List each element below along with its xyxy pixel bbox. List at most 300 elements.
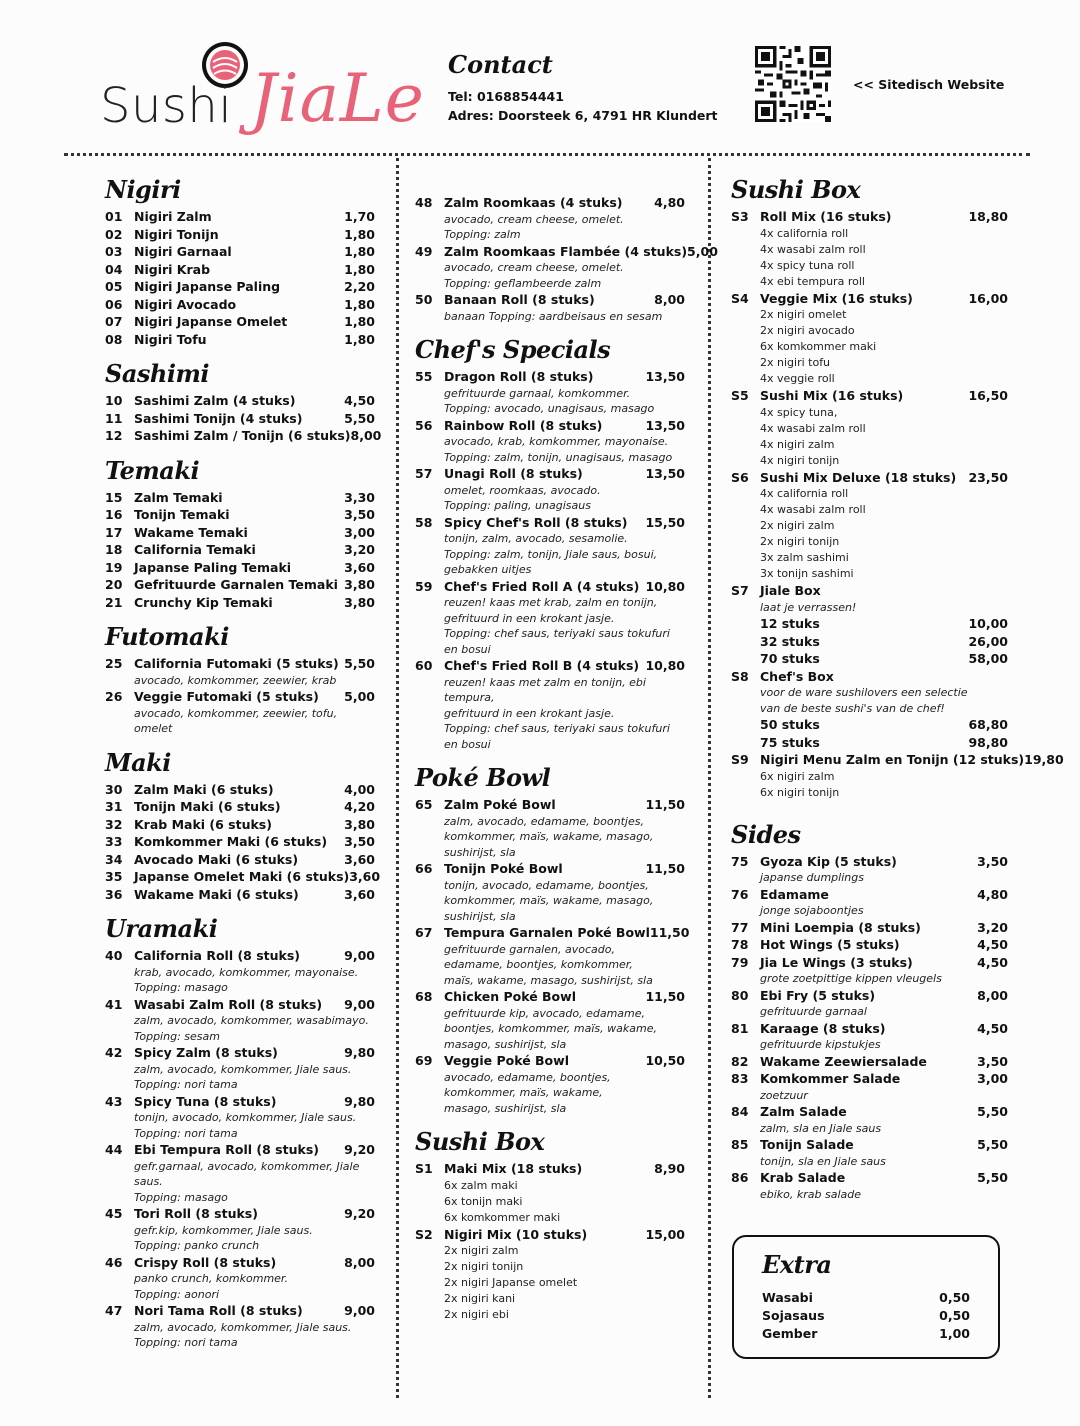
extra-item [762, 1307, 970, 1325]
item-name: Tonijn Maki (6 stuks) [134, 799, 281, 814]
item-price: 11,50 [645, 797, 685, 812]
item-description: edamame, boontjes, komkommer, [444, 958, 633, 971]
item-description: komkommer, maïs, wakame, masago, [444, 894, 654, 907]
item-name: Zalm Maki (6 stuks) [134, 781, 274, 797]
item-name: Unagi Roll (8 stuks) [444, 466, 583, 481]
menu-item [105, 541, 375, 559]
item-name: Wakame Zeewiersalade [760, 1053, 927, 1069]
item-number: 44 [105, 1142, 123, 1157]
size-label: 12 stuks [760, 616, 820, 631]
item-price: 3,20 [344, 542, 375, 557]
item-name: Sashimi Zalm (4 stuks) [134, 393, 296, 408]
item-name: Krab Maki (6 stuks) [134, 816, 272, 832]
item-price: 3,50 [344, 834, 375, 849]
item-description: en bosui [444, 737, 491, 751]
menu-item [105, 392, 375, 410]
category-title-sides: Sides [731, 819, 801, 849]
item-description: komkommer, maïs, wakame, [444, 1086, 603, 1099]
item-number: 60 [415, 658, 433, 673]
menu-item [731, 1169, 1008, 1187]
item-name: Crunchy Kip Temaki [134, 594, 273, 610]
item-number: 84 [731, 1104, 749, 1119]
menu-item [415, 243, 718, 261]
size-price: 98,80 [968, 734, 1008, 750]
item-description: gefrituurd in een krokant jasje. [444, 611, 615, 625]
item-price: 1,80 [344, 226, 375, 242]
item-price: 15,00 [645, 1226, 685, 1242]
item-description: tonijn, avocado, komkommer, Jiale saus. [134, 1111, 357, 1124]
menu-item [415, 1052, 685, 1070]
item-contents: 2x nigiri zalm [760, 519, 835, 532]
item-number: 16 [105, 507, 123, 522]
size-price: 10,00 [968, 616, 1008, 631]
item-description: Topping: nori tama [134, 1336, 238, 1349]
item-description: banaan Topping: aardbeisaus en sesam [444, 309, 663, 323]
item-price: 3,80 [344, 577, 375, 592]
item-description: zalm, avocado, edamame, boontjes, [444, 814, 644, 828]
item-description: avocado, cream cheese, omelet. [444, 212, 624, 226]
item-description: reuzen! kaas met krab, zalm en tonijn, [444, 596, 658, 609]
menu-category [105, 453, 375, 612]
item-contents: 4x ebi tempura roll [760, 274, 865, 288]
category-title-futomaki: Futomaki [105, 622, 229, 651]
qr-code-icon[interactable] [755, 46, 831, 122]
item-name: Wakame Maki (6 stuks) [134, 886, 299, 902]
item-contents: 2x nigiri avocado [760, 324, 855, 337]
item-name: Gyoza Kip (5 stuks) [760, 853, 897, 869]
menu-item [105, 1044, 375, 1062]
size-option [760, 615, 1008, 633]
contact-tel: Tel: 0168854441 [448, 89, 564, 104]
category-title-maki: Maki [105, 747, 171, 777]
item-name: Sushi Mix (16 stuks) [760, 388, 904, 403]
item-price: 4,50 [344, 393, 375, 408]
item-description: boontjes, komkommer, maïs, wakame, [444, 1022, 657, 1035]
item-number: 78 [731, 937, 749, 952]
menu-column-3 [731, 168, 1064, 1210]
item-description: komkommer, maïs, wakame, masago, [444, 830, 654, 843]
item-price: 3,30 [344, 489, 375, 505]
item-description: krab, avocado, komkommer, mayonaise. [134, 965, 359, 979]
item-number: S6 [731, 469, 749, 485]
menu-item [105, 996, 375, 1014]
menu-item [105, 798, 375, 816]
item-price: 13,50 [645, 466, 685, 481]
item-price: 1,70 [344, 209, 375, 224]
item-description: maïs, wakame, masago, sushirijst, sla [444, 973, 653, 987]
item-number: S7 [731, 583, 749, 598]
menu-item [731, 582, 1008, 600]
item-description: Topping: zalm [444, 228, 521, 241]
item-price: 4,50 [977, 1020, 1008, 1036]
header [0, 0, 1080, 150]
item-number: 57 [415, 466, 433, 481]
menu-column-1 [105, 168, 382, 1359]
item-name: Chicken Poké Bowl [444, 989, 576, 1004]
menu-item [105, 851, 375, 869]
menu-item [105, 886, 375, 904]
item-description: sushirijst, sla [444, 845, 516, 859]
item-number: 30 [105, 781, 123, 797]
item-price: 4,50 [977, 954, 1008, 970]
item-description: en bosui [444, 642, 491, 656]
item-description: Topping: masago [134, 1190, 228, 1204]
item-number: 46 [105, 1254, 123, 1270]
item-number: 58 [415, 514, 433, 530]
item-number: S1 [415, 1161, 433, 1176]
item-description: jonge sojaboontjes [760, 904, 864, 917]
item-price: 9,00 [344, 948, 375, 963]
item-price: 16,00 [968, 290, 1008, 306]
menu-item [105, 331, 375, 349]
item-price: 3,20 [977, 919, 1008, 935]
item-name: Komkommer Salade [760, 1071, 901, 1086]
size-label: 70 stuks [760, 651, 820, 666]
item-number: 20 [105, 577, 123, 592]
menu-item [415, 578, 685, 596]
item-description: ebiko, krab salade [760, 1187, 862, 1201]
item-contents: 3x zalm sashimi [760, 551, 849, 564]
item-price: 8,00 [350, 428, 382, 443]
menu-item [105, 781, 375, 799]
item-name: Sojasaus [762, 1308, 825, 1323]
menu-item [415, 514, 685, 532]
item-name: Chef's Fried Roll B (4 stuks) [444, 658, 640, 673]
item-name: Chef's Box [760, 668, 834, 684]
menu-category [415, 332, 685, 752]
menu-item [731, 1053, 1008, 1071]
item-price: 11,50 [649, 925, 690, 940]
item-number: 32 [105, 816, 123, 832]
item-name: Jia Le Wings (3 stuks) [760, 954, 913, 970]
item-description: avocado, komkommer, zeewier, krab [134, 673, 337, 687]
menu-item [731, 751, 1064, 769]
item-price: 5,00 [687, 243, 718, 259]
menu-item [105, 833, 375, 851]
item-price: 2,20 [344, 279, 375, 294]
item-number: S8 [731, 668, 749, 684]
item-name: Krab Salade [760, 1170, 846, 1185]
item-description: Topping: geflambeerde zalm [444, 276, 602, 290]
item-price: 9,00 [344, 1303, 375, 1318]
item-description: gefrituurde kipstukjes [760, 1038, 881, 1051]
menu-item [731, 469, 1008, 487]
menu-category [105, 356, 382, 445]
item-price: 1,00 [939, 1326, 970, 1341]
logo-sushi-text: Sushi [100, 78, 233, 134]
item-description: zalm, avocado, komkommer, wasabimayo. [134, 1014, 369, 1027]
item-number: 66 [415, 861, 433, 876]
item-number: 75 [731, 853, 749, 869]
item-contents: 4x spicy tuna roll [760, 258, 855, 272]
item-name: Karaage (8 stuks) [760, 1020, 886, 1036]
item-name: Sashimi Zalm / Tonijn (6 stuks) [134, 428, 351, 443]
item-number: 33 [105, 834, 123, 849]
item-number: 03 [105, 244, 123, 259]
item-contents: 4x nigiri zalm [760, 437, 835, 451]
item-name: California Futomaki (5 stuks) [134, 656, 339, 671]
item-number: 48 [415, 195, 433, 210]
menu-column-2 [415, 168, 718, 1331]
item-contents: 3x tonijn sashimi [760, 567, 854, 580]
item-number: 19 [105, 559, 123, 575]
extra-box [732, 1235, 1000, 1359]
item-description: avocado, cream cheese, omelet. [444, 261, 624, 274]
item-number: 36 [105, 886, 123, 902]
size-price: 26,00 [968, 633, 1008, 649]
item-name: Ebi Tempura Roll (8 stuks) [134, 1142, 319, 1157]
menu-item [105, 576, 375, 594]
contact-address: Adres: Doorsteek 6, 4791 HR Klundert [448, 108, 718, 123]
item-price: 3,50 [344, 507, 375, 522]
item-contents: 4x wasabi zalm roll [760, 242, 866, 256]
item-name: Zalm Temaki [134, 489, 223, 505]
item-price: 10,50 [645, 1053, 685, 1068]
menu-item [105, 410, 375, 428]
item-name: Nigiri Mix (10 stuks) [444, 1226, 588, 1242]
size-option [760, 716, 1008, 734]
item-contents: 4x california roll [760, 226, 849, 240]
menu-item [105, 278, 375, 296]
item-description: zoetzuur [760, 1088, 808, 1102]
size-label: 50 stuks [760, 717, 820, 732]
menu-category [415, 1124, 685, 1323]
item-number: 06 [105, 296, 123, 312]
item-description: zalm, avocado, komkommer, Jiale saus. [134, 1062, 352, 1076]
item-price: 8,00 [654, 292, 685, 307]
item-contents: 2x nigiri tonijn [760, 535, 840, 548]
item-number: S4 [731, 290, 749, 306]
menu-category [105, 911, 375, 1351]
item-name: Gefrituurde Garnalen Temaki [134, 577, 338, 592]
item-number: 07 [105, 314, 123, 329]
item-price: 4,50 [977, 937, 1008, 952]
item-number: 79 [731, 954, 749, 970]
item-name: Nigiri Avocado [134, 296, 237, 312]
item-price: 19,80 [1024, 752, 1064, 767]
item-contents: 6x komkommer maki [760, 340, 877, 353]
menu-item [731, 668, 1008, 686]
item-number: 49 [415, 243, 433, 259]
item-price: 0,50 [939, 1308, 970, 1323]
item-description: gefrituurde garnalen, avocado, [444, 942, 615, 956]
item-contents: 2x nigiri tonijn [444, 1260, 524, 1273]
item-price: 13,50 [645, 417, 685, 433]
item-description: gefrituurde kip, avocado, edamame, [444, 1006, 646, 1020]
item-price: 3,80 [344, 816, 375, 832]
item-contents: 2x nigiri kani [444, 1292, 516, 1305]
item-number: 21 [105, 594, 123, 610]
item-description: Topping: chef saus, teriyaki saus tokufuri [444, 722, 670, 735]
item-price: 5,50 [344, 656, 375, 671]
item-price: 4,20 [344, 799, 375, 814]
item-contents: 4x nigiri tonijn [760, 453, 840, 467]
item-number: 59 [415, 578, 433, 594]
item-price: 10,80 [645, 578, 685, 594]
item-description: zalm, sla en Jiale saus [760, 1121, 882, 1135]
item-price: 5,00 [344, 689, 375, 704]
item-price: 5,50 [344, 410, 375, 426]
menu-category [105, 172, 375, 348]
menu-item [415, 368, 685, 386]
category-title-temaki: Temaki [105, 455, 200, 485]
item-price: 9,20 [344, 1206, 375, 1221]
item-description: tonijn, sla en Jiale saus [760, 1154, 886, 1168]
menu-category [415, 760, 690, 1116]
item-number: 86 [731, 1170, 749, 1185]
item-name: Wasabi Zalm Roll (8 stuks) [134, 996, 323, 1012]
item-number: 25 [105, 656, 123, 671]
item-number: 01 [105, 209, 123, 224]
item-name: Spicy Zalm (8 stuks) [134, 1045, 278, 1060]
extra-item [762, 1289, 970, 1307]
menu-item [415, 194, 685, 212]
category-title-pok-bowl: Poké Bowl [415, 763, 551, 792]
item-number: 85 [731, 1137, 749, 1152]
item-price: 16,50 [968, 388, 1008, 403]
extra-item [762, 1325, 970, 1343]
item-price: 3,60 [344, 559, 375, 575]
item-name: Jiale Box [760, 583, 821, 598]
menu-item [415, 1160, 685, 1178]
menu-item [105, 1302, 375, 1320]
item-number: 50 [415, 292, 433, 307]
item-price: 4,80 [654, 195, 685, 210]
item-price: 3,80 [344, 594, 375, 610]
menu-item [731, 208, 1008, 226]
item-description: Topping: zalm, tonijn, unagisaus, masago [444, 450, 673, 464]
item-description: Topping: paling, unagisaus [444, 499, 591, 512]
category-title-nigiri: Nigiri [105, 175, 181, 204]
menu-item [105, 947, 375, 965]
item-name: Dragon Roll (8 stuks) [444, 369, 594, 384]
item-name: Spicy Tuna (8 stuks) [134, 1093, 277, 1109]
item-name: Wakame Temaki [134, 524, 248, 540]
size-option [760, 650, 1008, 668]
header-divider [64, 153, 1030, 156]
item-price: 11,50 [645, 989, 685, 1004]
item-price: 8,00 [977, 987, 1008, 1003]
item-name: Zalm Poké Bowl [444, 797, 556, 812]
item-name: Edamame [760, 886, 829, 902]
item-number: 69 [415, 1053, 433, 1068]
column-divider-1 [396, 158, 399, 1398]
item-number: S3 [731, 209, 749, 224]
item-description: avocado, krab, komkommer, mayonaise. [444, 435, 669, 448]
menu-item [415, 465, 685, 483]
category-title-sashimi: Sashimi [105, 359, 209, 388]
item-name: Rainbow Roll (8 stuks) [444, 417, 603, 433]
item-contents: 2x nigiri tofu [760, 356, 831, 369]
item-price: 1,80 [344, 261, 375, 277]
menu-item [415, 924, 690, 942]
menu-item [105, 226, 375, 244]
category-title-chef-s-specials: Chef's Specials [415, 335, 611, 364]
menu-item [731, 936, 1008, 954]
item-name: Komkommer Maki (6 stuks) [134, 834, 328, 849]
menu-item [731, 886, 1008, 904]
item-number: 05 [105, 279, 123, 294]
item-contents: 4x spicy tuna, [760, 405, 838, 419]
item-price: 9,80 [344, 1093, 375, 1109]
item-name: Japanse Paling Temaki [134, 559, 292, 575]
item-number: 65 [415, 797, 433, 812]
item-name: Sushi Mix Deluxe (18 stuks) [760, 469, 957, 485]
item-price: 3,60 [344, 886, 375, 902]
menu-item [415, 988, 685, 1006]
item-price: 9,80 [344, 1045, 375, 1060]
item-price: 3,50 [977, 853, 1008, 869]
size-label: 75 stuks [760, 734, 820, 750]
item-name: Tonijn Temaki [134, 507, 230, 522]
item-name: Zalm Salade [760, 1104, 847, 1119]
item-price: 1,80 [344, 314, 375, 329]
item-number: 47 [105, 1303, 123, 1318]
menu-item [731, 987, 1008, 1005]
item-contents: 4x wasabi zalm roll [760, 421, 866, 435]
item-price: 3,00 [344, 524, 375, 540]
item-number: 08 [105, 331, 123, 347]
item-contents: 4x california roll [760, 487, 849, 500]
item-description: tonijn, avocado, edamame, boontjes, [444, 878, 649, 892]
item-name: Nigiri Tonijn [134, 226, 219, 242]
menu-item [105, 524, 375, 542]
menu-item [105, 208, 375, 226]
item-number: 12 [105, 428, 123, 443]
item-price: 4,80 [977, 886, 1008, 902]
menu-item [731, 853, 1008, 871]
item-name: Avocado Maki (6 stuks) [134, 851, 299, 867]
item-number: 40 [105, 948, 123, 963]
menu-category [105, 619, 375, 737]
menu-item [731, 919, 1008, 937]
item-description: zalm, avocado, komkommer, Jiale saus. [134, 1320, 352, 1334]
item-description: panko crunch, komkommer. [134, 1272, 288, 1285]
item-name: Veggie Poké Bowl [444, 1053, 569, 1068]
item-number: 82 [731, 1053, 749, 1069]
item-name: Chef's Fried Roll A (4 stuks) [444, 578, 640, 594]
item-number: 35 [105, 869, 123, 884]
item-number: 80 [731, 987, 749, 1003]
menu-item [105, 816, 375, 834]
item-number: S9 [731, 752, 749, 767]
item-name: Nigiri Japanse Omelet [134, 314, 288, 329]
menu-item [415, 1226, 685, 1244]
size-label: 32 stuks [760, 633, 820, 649]
item-price: 3,60 [349, 869, 381, 884]
item-number: 26 [105, 689, 123, 704]
menu-item [731, 1020, 1008, 1038]
item-name: Maki Mix (18 stuks) [444, 1161, 583, 1176]
item-name: Nigiri Zalm [134, 209, 212, 224]
menu-item [105, 559, 375, 577]
item-contents: 2x nigiri omelet [760, 308, 847, 321]
item-number: S2 [415, 1226, 433, 1242]
category-title-sushi-box: Sushi Box [731, 175, 861, 204]
item-description: masago, sushirijst, sla [444, 1037, 567, 1051]
item-number: 55 [415, 369, 433, 384]
item-price: 13,50 [645, 369, 685, 384]
menu-item [731, 1070, 1008, 1088]
item-price: 5,50 [977, 1104, 1008, 1119]
menu-item [105, 1254, 375, 1272]
menu-item [105, 489, 375, 507]
item-number: 31 [105, 799, 123, 814]
website-link[interactable]: << Sitedisch Website [853, 77, 1005, 92]
menu-item [105, 427, 382, 445]
item-price: 9,20 [344, 1142, 375, 1157]
item-description: gebakken uitjes [444, 563, 532, 576]
